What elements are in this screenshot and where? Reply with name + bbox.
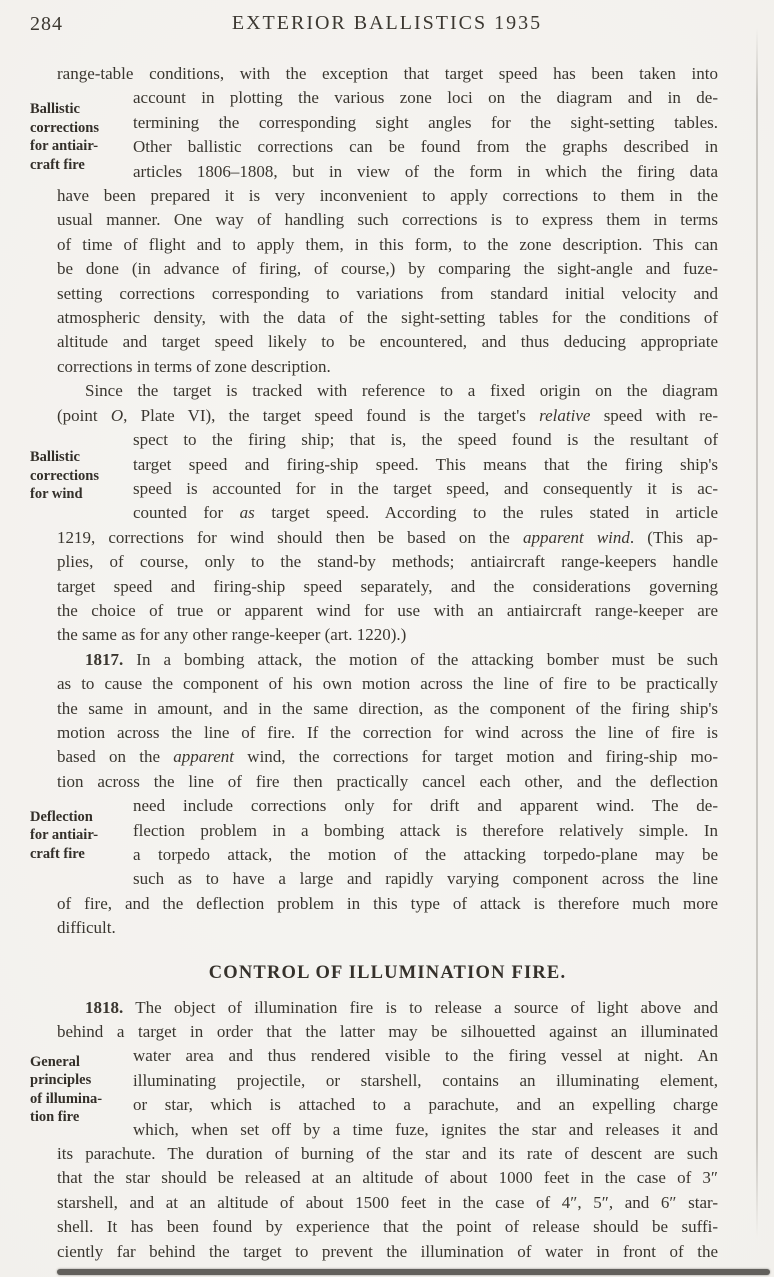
text-line: plies, of course, only to the stand-by methods; antiaircraft range-keepers handle [57,552,718,572]
text-line: need include corrections only for drift and apparent wind. The de- [133,796,718,816]
margin-note-line: for antiair- [30,138,99,154]
text-line: tion across the line of fire then practically cancel each other, and the deflection [57,771,718,791]
text-line: corrections in terms of zone description. [57,356,331,376]
margin-note-line: General [30,1053,80,1070]
scan-edge-line [756,28,758,1238]
text-line: counted for as target speed. According to the rules stated in article [133,503,718,523]
margin-note-line: Ballistic [30,101,80,117]
text-line: of fire, and the deflection problem in this type of attack is therefore much more [57,893,718,913]
text-line: be done (in advance of firing, of course,) by comparing the sight-angle and fuze- [57,259,718,279]
text-line: that the star should be released at an altitude of about 1000 feet in the case of 3″ [57,1168,718,1188]
paragraph-article-1818-illumination [30,996,718,1264]
scan-bottom-bar [57,1269,770,1275]
margin-note-line: craft fire [30,845,85,862]
margin-note-line: corrections [30,467,99,484]
text-line: range-table conditions, with the exception that target speed has been taken into [57,64,718,83]
margin-note-line: principles [30,1072,92,1089]
text-line: its parachute. The duration of burning of the star and its rate of descent are such [57,1144,718,1164]
text-line: speed is accounted for in the target speed, and consequently it is ac- [133,478,718,498]
text-line: spect to the firing ship; that is, the speed found is the resultant of [133,430,718,450]
margin-note-line: Deflection [30,808,93,825]
margin-note-line: Ballistic [30,449,80,466]
text-line: which, when set off by a time fuze, ignites the star and releases it and [133,1119,718,1139]
text-line: 1818. The object of illumination fire is to release a source of light above and [85,997,718,1017]
text-line: setting corrections corresponding to variations from standard initial velocity and [57,283,718,303]
text-line: have been prepared it is very inconvenient to apply corrections to them in the [57,186,718,206]
text-line: as to cause the component of his own motion across the line of fire to be practically [57,674,718,694]
margin-note-line: tion fire [30,1109,80,1126]
text-line: articles 1806–1808, but in view of the form in which the firing data [133,161,718,181]
text-line: 1219, corrections for wind should then be based on the apparent wind. (This ap- [57,527,718,547]
text-line: account in plotting the various zone loci on the diagram and in de- [133,88,718,108]
text-line: the same in amount, and in the same direction, as the component of the firing ship's [57,698,718,718]
margin-note-line: for antiair- [30,827,99,844]
text-line: starshell, and at an altitude of about 1500 feet in the case of 4″, 5″, and 6″ star- [57,1192,718,1212]
page-number: 284 [30,13,63,35]
text-line: the choice of true or apparent wind for use with an antiaircraft range-keeper are [57,600,718,620]
text-line: target speed and firing-ship speed separately, and the considerations governing [57,576,718,596]
text-line: a torpedo attack, the motion of the attacking torpedo-plane may be [133,845,718,864]
margin-note [30,448,130,504]
margin-note [30,1053,130,1127]
page-header [0,12,774,40]
margin-note-line: of illumina- [30,1090,103,1107]
text-line: such as to have a large and rapidly varying component across the line [133,869,718,889]
text-content [30,50,718,1264]
text-line: Since the target is tracked with reference to a fixed origin on the diagram [85,381,718,401]
paragraph-ballistic-corrections-antiaircraft [30,62,718,379]
text-line: the same as for any other range-keeper (art. 1220).) [57,625,407,645]
text-line: usual manner. One way of handling such corrections is to express them in terms [57,210,718,230]
text-line: shell. It has been found by experience that the point of release should be suffi- [57,1217,718,1237]
text-line: altitude and target speed likely to be encountered, and thus deducing appropriate [57,332,718,352]
text-line: target speed and firing-ship speed. This means that the firing ship's [133,454,718,474]
text-line: 1817. In a bombing attack, the motion of the attacking bomber must be such [85,649,718,669]
margin-note-line: craft fire [30,156,85,173]
text-line: behind a target in order that the latter may be silhouetted against an illuminated [57,1022,718,1042]
text-line: motion across the line of fire. If the correction for wind across the line of fire is [57,722,718,742]
margin-note-line: for wind [30,486,83,503]
text-line: illuminating projectile, or starshell, contains an illuminating element, [133,1070,718,1090]
margin-note [30,100,130,174]
running-title: EXTERIOR BALLISTICS 1935 [231,12,543,34]
text-line: of time of flight and to apply them, in this form, to the zone description. This can [57,234,718,254]
text-line: Other ballistic corrections can be found from the graphs described in [133,137,718,157]
text-line: termining the corresponding sight angles for the sight-setting tables. [133,112,718,132]
paragraph-ballistic-corrections-wind [30,379,718,647]
section-heading: CONTROL OF ILLUMINATION FIRE. [208,962,567,983]
text-line: difficult. [57,918,116,938]
text-line: flection problem in a bombing attack is therefore relatively simple. In [133,820,718,840]
text-line: (point O, Plate VI), the target speed found is the target's relative speed with re- [57,405,718,425]
margin-note [30,808,130,864]
text-line: atmospheric density, with the data of the sight-setting tables for the conditions of [57,308,718,328]
text-line: or star, which is attached to a parachute, and an expelling charge [133,1095,718,1115]
margin-note-line: corrections [30,119,99,136]
text-line: water area and thus rendered visible to the firing vessel at night. An [133,1046,718,1066]
paragraph-article-1817-deflection [30,648,718,941]
text-line: ciently far behind the target to prevent the illumination of water in front of the [57,1241,718,1261]
text-line: based on the apparent wind, the corrections for target motion and firing-ship mo- [57,747,718,767]
